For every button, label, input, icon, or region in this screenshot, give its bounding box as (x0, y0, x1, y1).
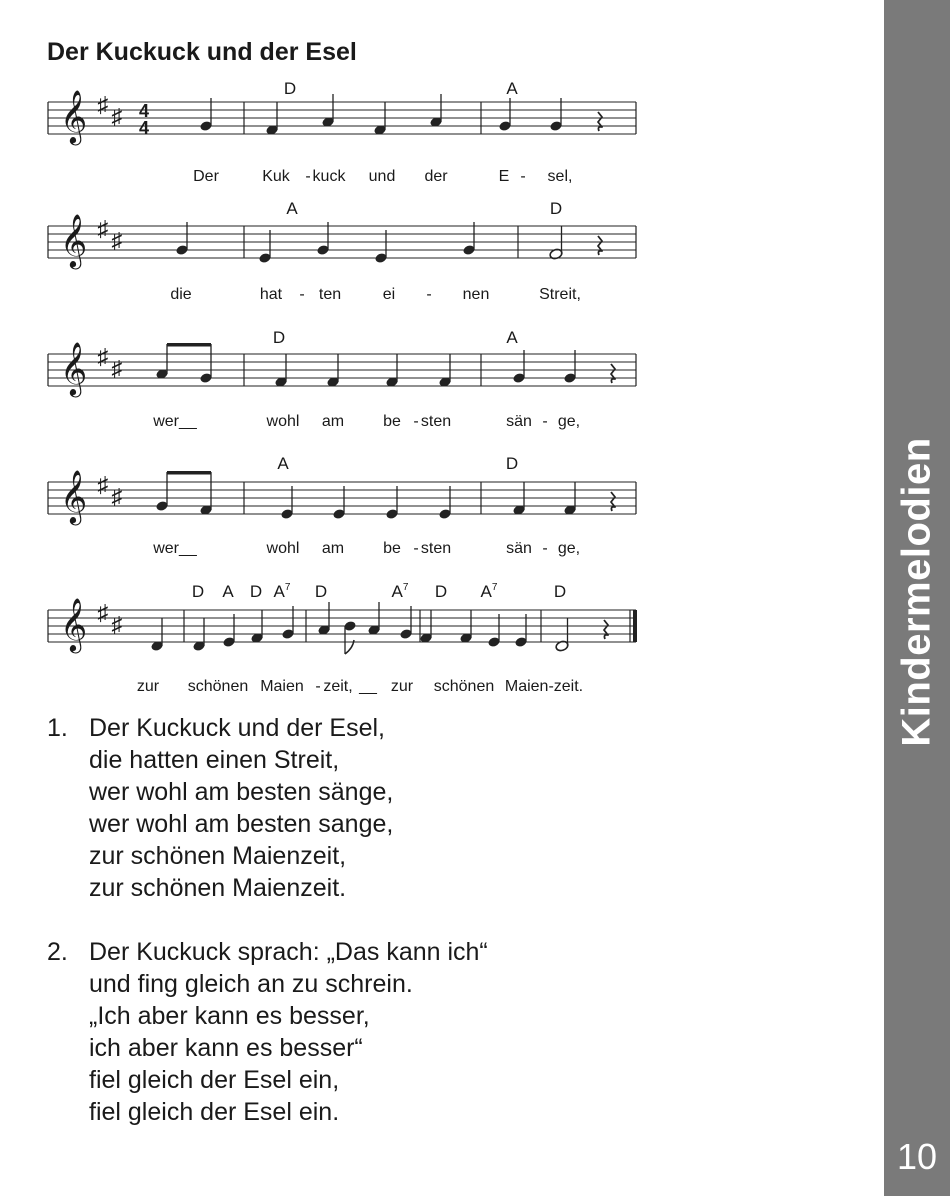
lyric-syllable: nen (462, 286, 490, 303)
chord-symbol: D (553, 582, 567, 601)
sharp-icon: ♯ (111, 356, 123, 381)
verse-line: wer wohl am besten sänge, (89, 778, 394, 806)
quarter-rest-icon (611, 364, 615, 383)
verse-line: Der Kuckuck sprach: „Das kann ich“ (89, 938, 488, 966)
chord-symbol: $A^7$ (273, 582, 291, 601)
sharp-icon: ♯ (97, 600, 109, 625)
lyric-syllable: Maien (260, 678, 304, 695)
chord-symbol: D (272, 328, 286, 347)
note-beam (167, 471, 211, 475)
chord-symbol: A (286, 199, 298, 218)
chord-symbol: $A^7$ (391, 582, 409, 601)
time-signature-top: 4 (138, 101, 150, 121)
sharp-icon: ♯ (97, 92, 109, 117)
lyric-syllable: am (321, 413, 345, 430)
chord-symbol: D (434, 582, 448, 601)
lyric-syllable: wohl (266, 413, 300, 430)
page-number: 10 (896, 1136, 938, 1177)
treble-clef-icon: 𝄞 (60, 598, 88, 650)
lyric-syllable: wer__ (153, 540, 197, 557)
lyric-syllable: kuck (312, 168, 346, 185)
verse-line: und fing gleich an zu schrein. (89, 970, 413, 998)
verse-line: zur schönen Maienzeit, (89, 842, 347, 870)
verse-line: die hatten einen Streit, (89, 746, 340, 774)
lyric-syllable: - (315, 678, 321, 695)
lyric-syllable: ge, (557, 540, 581, 557)
music-system (48, 79, 636, 185)
lyric-syllable: be (383, 413, 401, 430)
lyric-syllable: - (542, 540, 548, 557)
verse-line: Der Kuckuck und der Esel, (89, 714, 385, 742)
sharp-icon: ♯ (111, 228, 123, 253)
lyric-syllable: sten (420, 413, 452, 430)
stanza (47, 936, 488, 1128)
lyric-syllable: ten (318, 286, 342, 303)
chord-symbol: A (277, 454, 289, 473)
chord-symbol: D (283, 79, 297, 98)
stanza-number: 2. (47, 938, 68, 966)
lyric-syllable: am (321, 540, 345, 557)
sharp-icon: ♯ (97, 472, 109, 497)
sharp-icon: ♯ (111, 612, 123, 637)
lyric-syllable: Der (193, 168, 219, 185)
music-system (48, 454, 636, 557)
verse-line: wer wohl am besten sange, (89, 810, 394, 838)
verse-line: ich aber kann es besser“ (89, 1034, 363, 1062)
sidebar-title: Kindermelodien (894, 437, 939, 747)
lyric-syllable: - (542, 413, 548, 430)
quarter-rest-icon (598, 112, 602, 131)
lyric-syllable: Streit, (539, 286, 581, 303)
lyric-syllable: die (170, 286, 192, 303)
sharp-icon: ♯ (111, 104, 123, 129)
lyric-syllable: E (498, 168, 510, 185)
lyric-syllable: sel, (547, 168, 573, 185)
sharp-icon: ♯ (111, 484, 123, 509)
chord-symbol: D (314, 582, 328, 601)
lyric-syllable: - (520, 168, 526, 185)
treble-clef-icon: 𝄞 (60, 470, 88, 522)
chord-symbol: A (222, 582, 234, 601)
lyric-syllable: sten (420, 540, 452, 557)
lyric-syllable: zur (390, 678, 414, 695)
lyric-syllable: sän (506, 413, 532, 430)
treble-clef-icon: 𝄞 (60, 90, 88, 142)
lyric-syllable: be (383, 540, 401, 557)
quarter-rest-icon (604, 620, 608, 639)
treble-clef-icon: 𝄞 (60, 342, 88, 394)
lyric-syllable: hat (259, 286, 283, 303)
chord-symbol: D (249, 582, 263, 601)
lyric-syllable: zeit, (323, 678, 353, 695)
lyric-syllable: - (413, 413, 419, 430)
lyric-syllable: und (368, 168, 396, 185)
lyric-syllable: - (426, 286, 432, 303)
lyric-syllable: Kuk (262, 168, 290, 185)
lyric-syllable: zur (136, 678, 160, 695)
chord-symbol: A (506, 79, 518, 98)
stanza-number: 1. (47, 714, 68, 742)
lyric-syllable: der (424, 168, 448, 185)
time-signature-bottom: 4 (138, 118, 150, 138)
verse-line: „Ich aber kann es besser, (89, 1002, 370, 1030)
lyric-syllable: - (305, 168, 311, 185)
chord-symbol: A (506, 328, 518, 347)
verse-line: fiel gleich der Esel ein, (89, 1066, 340, 1094)
chord-symbol: D (505, 454, 519, 473)
lyric-syllable: wer__ (153, 413, 197, 430)
lyric-syllable: schönen (433, 678, 495, 695)
stanza (47, 712, 488, 904)
lyrics-stanzas (47, 712, 488, 1128)
lyric-syllable: - (299, 286, 305, 303)
note-beam (167, 343, 211, 347)
music-system (48, 199, 636, 303)
lyric-syllable: wohl (266, 540, 300, 557)
sharp-icon: ♯ (97, 216, 109, 241)
final-bar-line (633, 610, 637, 642)
sharp-icon: ♯ (97, 344, 109, 369)
music-system (48, 328, 636, 430)
quarter-rest-icon (598, 236, 602, 255)
verse-line: fiel gleich der Esel ein. (89, 1098, 340, 1126)
song-title: Der Kuckuck und der Esel (47, 38, 357, 66)
lyric-syllable: ge, (557, 413, 581, 430)
chord-symbol: D (191, 582, 205, 601)
quarter-rest-icon (611, 492, 615, 511)
chord-symbol: $A^7$ (480, 582, 498, 601)
lyric-syllable: ei (382, 286, 396, 303)
lyric-syllable: sän (506, 540, 532, 557)
music-system (48, 582, 637, 695)
verse-line: zur schönen Maienzeit. (89, 874, 347, 902)
treble-clef-icon: 𝄞 (60, 214, 88, 266)
lyric-syllable: schönen (187, 678, 249, 695)
lyric-syllable: __ (359, 678, 377, 695)
lyric-syllable: Maien-zeit. (504, 678, 584, 695)
chord-symbol: D (549, 199, 563, 218)
lyric-syllable: - (413, 540, 419, 557)
